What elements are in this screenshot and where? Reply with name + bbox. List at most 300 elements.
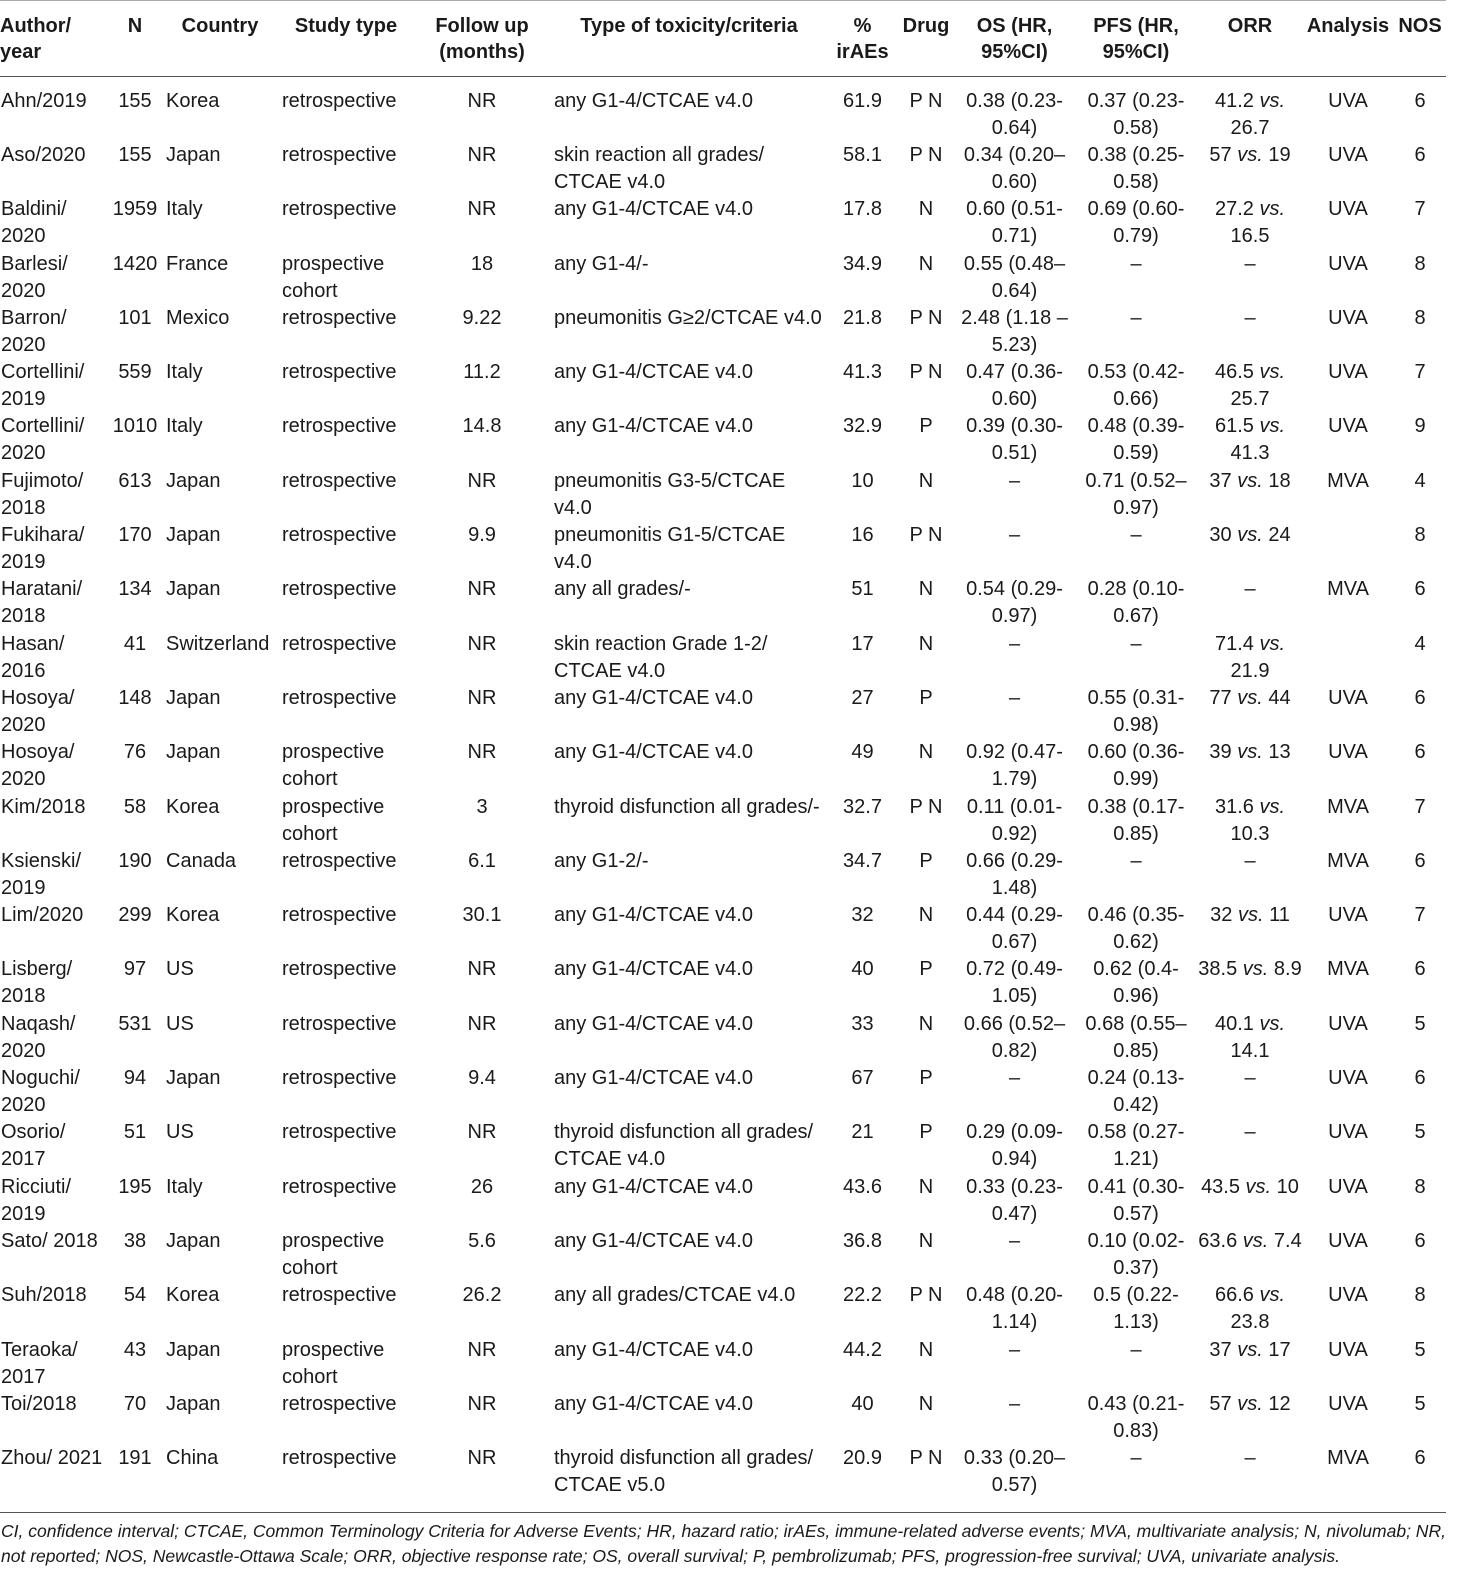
table-cell: 70 [123,1392,147,1415]
table-cell: UVA [1328,144,1368,166]
table-cell: 43.6 [843,1175,882,1198]
table-cell: pneumonitis G≥2/CTCAE v4.0 [554,306,822,329]
table-cell: 40 [851,958,874,981]
table-cell: 6 [1414,849,1426,872]
table-cell: 11.2 [463,361,501,384]
table-cell: 0.60 (0.36-0.99) [1087,741,1185,791]
table-row [0,196,1446,250]
table-cell: 39 vs. 13 [1209,741,1291,764]
table-cell: 71.4 vs. 21.9 [1214,632,1286,682]
table-cell: P N [909,1447,943,1470]
table-cell: 0.38 (0.23-0.64) [966,90,1063,139]
table-cell: 0.10 (0.02-0.37) [1087,1229,1185,1279]
table-cell: prospective cohort [282,1229,385,1279]
table-cell: 43 [123,1338,147,1361]
table-cell: 26 [470,1175,494,1198]
table-cell: Japan [166,524,221,547]
table-cell: 155 [118,144,152,166]
table-cell: retrospective [282,198,397,221]
table-cell: N [918,198,934,221]
table-cell: 32 vs. 11 [1210,904,1290,927]
table-cell: Suh/2018 [1,1284,87,1307]
table-cell: Barlesi/ 2020 [1,252,68,302]
table-cell: 41 [123,632,147,655]
table-cell: 36.8 [843,1229,882,1252]
table-cell: – [1008,524,1021,547]
table-cell: N [918,632,934,655]
table-cell: – [1130,524,1142,547]
table-cell: N [918,578,934,601]
table-cell: Lisberg/ 2018 [1,958,73,1008]
table-cell: retrospective [282,1067,397,1090]
table-cell: NR [467,1338,497,1361]
table-cell: 0.71 (0.52–0.97) [1085,469,1187,519]
table-cell: 6 [1414,1067,1426,1090]
table-cell: N [918,1229,934,1252]
table-cell: 38.5 vs. 8.9 [1198,958,1302,981]
table-cell: any all grades/CTCAE v4.0 [554,1284,796,1307]
table-cell: 3 [476,795,488,818]
table-cell: Japan [166,578,221,601]
table-cell: – [1244,1447,1256,1470]
table-cell: Hosoya/ 2020 [1,686,75,736]
table-cell: N [918,741,934,764]
table-cell: P N [909,144,943,166]
table-cell: UVA [1328,904,1368,927]
table-cell: 67 [851,1067,874,1090]
table-cell: retrospective [282,524,397,547]
table-cell: P [919,686,933,709]
table-cell: China [166,1447,219,1470]
table-cell: Zhou/ 2021 [1,1447,103,1470]
table-cell: 57 vs. 19 [1209,144,1291,166]
table-row [0,1282,1446,1336]
table-cell: 0.38 (0.25-0.58) [1087,144,1185,193]
table-cell: retrospective [282,1012,397,1035]
table-cell: 9.4 [468,1067,496,1090]
table-cell: 0.48 (0.20-1.14) [966,1284,1063,1334]
table-cell: – [1244,1067,1256,1090]
table-cell: retrospective [282,469,397,492]
table-cell: P N [909,795,943,818]
table-cell: US [166,1121,194,1144]
table-cell: Ahn/2019 [1,90,87,112]
table-cell: Aso/2020 [1,144,86,166]
table-row [0,77,1446,143]
table-cell: 0.54 (0.29-0.97) [966,578,1063,628]
table-row [0,1065,1446,1119]
table-cell: any G1-4/CTCAE v4.0 [554,198,753,221]
table-row [0,848,1446,902]
table-cell: 299 [118,904,152,927]
table-row [0,522,1446,576]
table-cell: 41.3 [843,361,882,384]
table-cell: 21 [851,1121,874,1144]
table-row [0,305,1446,359]
table-cell: NR [467,1447,497,1470]
table-cell: 63.6 vs. 7.4 [1198,1229,1302,1252]
table-cell: NR [467,958,497,981]
table-cell: N [918,469,934,492]
table-cell: 8 [1414,252,1426,275]
table-cell: retrospective [282,1447,397,1470]
table-cell: Japan [166,144,221,166]
table-cell: Italy [166,415,203,438]
table-cell: Teraoka/ 2017 [1,1338,78,1388]
table-cell: Korea [166,904,220,927]
table-cell: UVA [1328,741,1368,764]
table-cell: any G1-4/CTCAE v4.0 [554,1175,753,1198]
table-cell: retrospective [282,1121,397,1144]
table-cell: Hosoya/ 2020 [1,741,75,791]
table-cell: 10 [851,469,874,492]
table-cell: 66.6 vs. 23.8 [1214,1284,1286,1334]
table-cell: prospective cohort [282,741,385,791]
table-cell: retrospective [282,306,397,329]
table-cell: MVA [1327,795,1369,818]
table-cell: UVA [1328,1067,1368,1090]
table-cell: 43.5 vs. 10 [1201,1175,1299,1198]
table-cell: 40 [851,1392,874,1415]
table-cell: – [1130,306,1142,329]
table-cell: any G1-4/CTCAE v4.0 [554,361,753,384]
table-row [0,413,1446,467]
table-cell: Fujimoto/ 2018 [1,469,84,519]
table-cell [1302,631,1394,685]
table-cell: 9 [1414,415,1426,438]
table-row [0,631,1446,685]
table-cell: 8 [1414,1284,1426,1307]
table-cell: 8 [1414,524,1426,547]
table-cell: NR [467,578,497,601]
table-body [0,77,1446,1502]
table-cell: 1959 [112,198,158,221]
table-cell: Hasan/ 2016 [1,632,65,682]
table-row [0,1337,1446,1391]
header-row [0,1,1446,77]
table-cell: any G1-4/CTCAE v4.0 [554,1229,753,1252]
table-cell: 6.1 [468,849,496,872]
table-cell: UVA [1328,1392,1368,1415]
table-cell: US [166,958,194,981]
header-drug: Drug [897,1,955,77]
table-cell: 155 [118,90,152,112]
table-cell: 57 vs. 12 [1209,1392,1291,1415]
table-cell: N [918,1012,934,1035]
table-cell: N [918,904,934,927]
table-cell: Japan [166,741,221,764]
table-cell: Italy [166,1175,203,1198]
table-cell: 20.9 [843,1447,882,1470]
table-cell: UVA [1328,686,1368,709]
table-cell: Japan [166,1229,221,1252]
table-cell: 0.62 (0.4-0.96) [1093,958,1179,1008]
table-cell: Japan [166,1338,221,1361]
table-cell: retrospective [282,1284,397,1307]
table-cell: 2.48 (1.18 –5.23) [961,306,1068,356]
header-orr: ORR [1198,1,1302,77]
table-cell: P N [909,1284,943,1307]
table-cell: 531 [118,1012,152,1035]
table-cell: 0.39 (0.30-0.51) [966,415,1063,465]
table-cell: MVA [1327,849,1369,872]
table-cell: 101 [118,306,152,329]
table-cell: P [919,849,933,872]
table-cell: NR [467,741,497,764]
header-follow-up: Follow up (months) [414,1,550,77]
table-cell: France [166,252,229,275]
table-cell: 0.47 (0.36-0.60) [966,361,1063,411]
table-cell: 613 [118,469,152,492]
table-cell: retrospective [282,958,397,981]
table-cell: UVA [1328,90,1368,112]
table-cell: NR [467,198,497,221]
table-cell: any G1-2/- [554,849,649,872]
table-cell: MVA [1327,469,1369,492]
table-cell: Canada [166,849,237,872]
table-cell: thyroid disfunction all grades/ CTCAE v5.0 [554,1447,814,1497]
table-cell: 16 [851,524,874,547]
table-row [0,1445,1446,1501]
table-cell: Haratani/ 2018 [1,578,83,628]
table-row [0,1119,1446,1173]
table-cell: 0.66 (0.29-1.48) [966,849,1063,899]
table-cell: 17.8 [843,198,882,221]
header-country: Country [162,1,278,77]
table-cell: 8 [1414,306,1426,329]
table-cell: 14.8 [462,415,502,438]
table-cell: 44.2 [843,1338,882,1361]
table-cell [1302,522,1394,576]
table-cell: any G1-4/CTCAE v4.0 [554,1392,753,1415]
table-cell: UVA [1328,306,1368,329]
table-cell: – [1130,252,1142,275]
table-cell: N [918,252,934,275]
table-cell: P N [909,306,943,329]
table-cell: 0.92 (0.47-1.79) [966,741,1063,791]
table-cell: Ricciuti/ 2019 [1,1175,72,1225]
table-cell: 30 vs. 24 [1209,524,1291,547]
table-cell: retrospective [282,90,397,112]
table-cell: NR [467,686,497,709]
table-cell: P [919,958,933,981]
table-cell: 170 [118,524,152,547]
table-cell: P [919,1121,933,1144]
table-cell: 33 [851,1012,874,1035]
table-cell: 18 [470,252,494,275]
table-cell: P [919,415,933,438]
header-n: N [108,1,162,77]
table-cell: Fukihara/ 2019 [1,524,85,574]
table-row [0,1228,1446,1282]
table-cell: 6 [1414,1447,1426,1470]
table-cell: 6 [1414,1229,1426,1252]
table-cell: 5.6 [468,1229,496,1252]
table-cell: Baldini/ 2020 [1,198,67,248]
table-cell: – [1244,578,1256,601]
table-cell: UVA [1328,361,1368,384]
table-cell: UVA [1328,252,1368,275]
table-cell: any G1-4/CTCAE v4.0 [554,1012,753,1035]
table-cell: 148 [118,686,152,709]
table-cell: Japan [166,1067,221,1090]
table-cell: 26.2 [462,1284,502,1307]
table-cell: – [1130,1338,1142,1361]
table-cell: – [1008,686,1021,709]
table-cell: Toi/2018 [1,1392,77,1415]
table-cell: 34.9 [843,252,882,275]
table-cell: any G1-4/CTCAE v4.0 [554,686,753,709]
table-cell: 7 [1414,904,1426,927]
table-cell: – [1008,1067,1021,1090]
table-cell: retrospective [282,578,397,601]
table-cell: 30.1 [462,904,502,927]
table-cell: UVA [1328,1338,1368,1361]
table-cell: 51 [851,578,874,601]
table-cell: 51 [123,1121,147,1144]
table-cell: UVA [1328,1175,1368,1198]
table-cell: Japan [166,469,221,492]
table-cell: 6 [1414,741,1426,764]
table-cell: retrospective [282,415,397,438]
table-cell: – [1244,306,1256,329]
table-row [0,956,1446,1010]
table-cell: 34.7 [843,849,882,872]
table-cell: 5 [1414,1121,1426,1144]
table-cell: – [1244,252,1256,275]
table-cell: Japan [166,1392,221,1415]
table-cell: N [918,1175,934,1198]
table-cell: 9.9 [468,524,496,547]
table-cell: 0.55 (0.48–0.64) [963,252,1066,302]
table-cell: 7 [1414,361,1426,384]
table-cell: 0.38 (0.17-0.85) [1087,795,1185,845]
table-cell: – [1244,1121,1256,1144]
table-cell: 0.58 (0.27-1.21) [1087,1121,1185,1171]
table-cell: 0.68 (0.55–0.85) [1085,1012,1187,1062]
table-cell: 8 [1414,1175,1426,1198]
table-cell: 32 [851,904,874,927]
table-cell: thyroid disfunction all grades/ CTCAE v4.0 [554,1121,814,1171]
table-cell: 9.22 [462,306,502,329]
table-cell: Japan [166,686,221,709]
table-row [0,1174,1446,1228]
table-cell: NR [467,469,497,492]
table-cell: UVA [1328,1284,1368,1307]
table-row [0,576,1446,630]
table-cell: 0.37 (0.23-0.58) [1087,90,1185,139]
table-cell: 5 [1414,1392,1426,1415]
table-cell: 7 [1414,198,1426,221]
table-cell: Italy [166,198,203,221]
table-cell: 0.28 (0.10-0.67) [1087,578,1185,628]
table-cell: retrospective [282,144,397,166]
table-cell: Naqash/ 2020 [1,1012,76,1062]
table-cell: Mexico [166,306,230,329]
table-cell: Osorio/ 2017 [1,1121,66,1171]
table-cell: 0.34 (0.20–0.60) [963,144,1066,193]
table-cell: 40.1 vs. 14.1 [1214,1012,1286,1062]
table-cell: 32.7 [843,795,882,818]
table-cell: UVA [1328,415,1368,438]
table-cell: retrospective [282,904,397,927]
table-cell: 134 [118,578,152,601]
table-cell: any G1-4/CTCAE v4.0 [554,1338,753,1361]
table-cell: 190 [118,849,152,872]
table-cell: any G1-4/- [554,252,649,275]
table-cell: retrospective [282,686,397,709]
table-cell: MVA [1327,578,1369,601]
table-cell: 5 [1414,1012,1426,1035]
table-cell: Kim/2018 [1,795,86,818]
table-cell: US [166,1012,194,1035]
table-row [0,468,1446,522]
table-cell: NR [467,90,497,112]
table-cell: 0.60 (0.51-0.71) [966,198,1063,248]
table-cell: Korea [166,90,220,112]
table-cell: 0.66 (0.52–0.82) [963,1012,1066,1062]
table-cell: 191 [118,1447,152,1470]
table-cell: 22.2 [843,1284,882,1307]
table-cell: Korea [166,795,220,818]
header-os: OS (HR, 95%CI) [955,1,1074,77]
table-cell: P N [909,90,943,112]
table-cell: 5 [1414,1338,1426,1361]
table-cell: 0.33 (0.23-0.47) [966,1175,1063,1225]
table-cell: 0.69 (0.60-0.79) [1087,198,1185,248]
table-cell: 49 [851,741,874,764]
table-cell: – [1008,1338,1021,1361]
table-cell: 77 vs. 44 [1209,686,1291,709]
table-cell: retrospective [282,632,397,655]
table-cell: NR [467,144,497,166]
table-cell: pneumonitis G3-5/CTCAE v4.0 [554,469,786,519]
table-cell: UVA [1328,1121,1368,1144]
table-row [0,142,1446,196]
table-cell: Cortellini/ 2020 [1,415,85,465]
table-cell: prospective cohort [282,1338,385,1388]
table-cell: N [918,1338,934,1361]
table-cell: 0.41 (0.30-0.57) [1087,1175,1185,1225]
table-cell: retrospective [282,1392,397,1415]
table-cell: – [1130,632,1142,655]
table-cell: 6 [1414,144,1426,166]
table-cell: 17 [851,632,874,655]
table-cell: 6 [1414,578,1426,601]
table-cell: NR [467,1121,497,1144]
table-cell: 0.11 (0.01-0.92) [966,795,1063,845]
table-row [0,359,1446,413]
table-cell: 1420 [112,252,158,275]
table-row [0,739,1446,793]
table-row [0,902,1446,956]
table-cell: 58.1 [843,144,882,166]
table-cell: P [919,1067,933,1090]
table-row [0,685,1446,739]
table-cell: MVA [1327,958,1369,981]
table-cell: prospective cohort [282,795,385,845]
table-cell: 97 [123,958,147,981]
table-cell: Italy [166,361,203,384]
table-cell: 38 [123,1229,147,1252]
table-cell: – [1130,849,1142,872]
table-cell: 0.44 (0.29-0.67) [966,904,1063,954]
table-cell: 46.5 vs. 25.7 [1214,361,1286,411]
table-cell: UVA [1328,198,1368,221]
table-cell: retrospective [282,361,397,384]
table-cell: Noguchi/ 2020 [1,1067,80,1117]
table-cell: 7 [1414,795,1426,818]
